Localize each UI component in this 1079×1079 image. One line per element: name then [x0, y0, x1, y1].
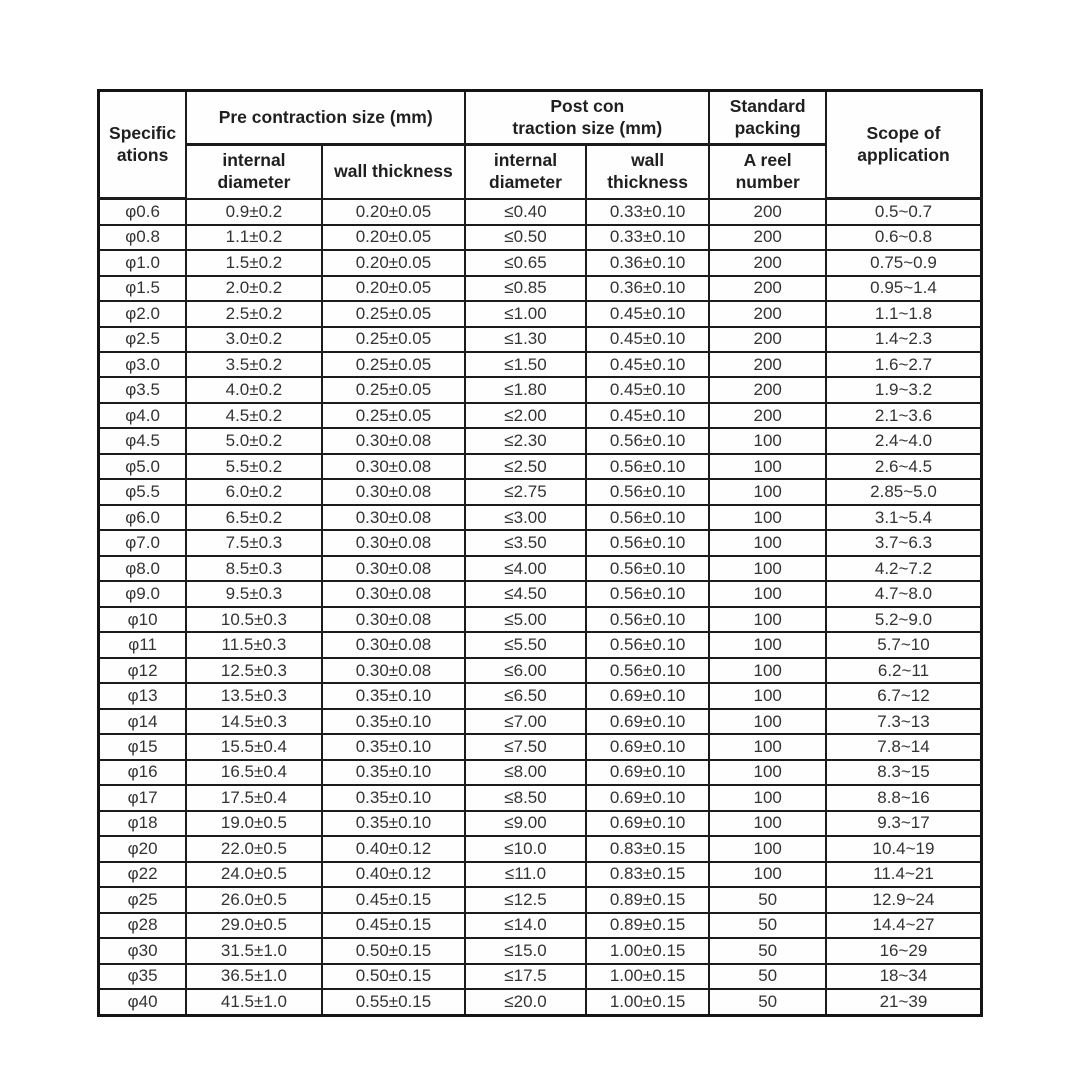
table-row: [99, 352, 982, 377]
header-post-wt-line1: wall: [631, 149, 665, 170]
cell-pre-wall-thickness: 0.30±0.08: [322, 581, 465, 606]
header-pre-contraction-label: Pre contraction size (mm): [218, 106, 433, 127]
cell-post-wall-thickness: 0.36±0.10: [586, 250, 710, 275]
cell-scope-of-application: 0.95~1.4: [826, 276, 982, 301]
cell-spec: φ6.0: [99, 505, 187, 530]
cell-spec: φ12: [99, 658, 187, 683]
cell-reel-number: 100: [709, 607, 826, 632]
cell-scope-of-application: 8.3~15: [826, 760, 982, 785]
cell-pre-wall-thickness: 0.30±0.08: [322, 632, 465, 657]
cell-scope-of-application: 1.6~2.7: [826, 352, 982, 377]
cell-post-internal-diameter: ≤6.50: [465, 683, 586, 708]
cell-post-internal-diameter: ≤1.50: [465, 352, 586, 377]
cell-reel-number: 100: [709, 862, 826, 887]
cell-post-internal-diameter: ≤8.00: [465, 760, 586, 785]
cell-post-internal-diameter: ≤12.5: [465, 887, 586, 912]
table-row: [99, 964, 982, 989]
cell-pre-wall-thickness: 0.30±0.08: [322, 658, 465, 683]
header-pre-id-line2: diameter: [217, 171, 291, 192]
table-row: [99, 301, 982, 326]
cell-scope-of-application: 18~34: [826, 964, 982, 989]
cell-scope-of-application: 2.85~5.0: [826, 479, 982, 504]
cell-spec: φ22: [99, 862, 187, 887]
table-row: [99, 199, 982, 225]
cell-scope-of-application: 5.2~9.0: [826, 607, 982, 632]
cell-pre-internal-diameter: 4.5±0.2: [186, 403, 322, 428]
cell-pre-internal-diameter: 2.5±0.2: [186, 301, 322, 326]
cell-post-internal-diameter: ≤5.50: [465, 632, 586, 657]
cell-scope-of-application: 1.1~1.8: [826, 301, 982, 326]
table-row: [99, 607, 982, 632]
cell-post-internal-diameter: ≤2.00: [465, 403, 586, 428]
cell-pre-internal-diameter: 22.0±0.5: [186, 836, 322, 861]
header-post-id-line1: internal: [493, 149, 558, 170]
cell-post-wall-thickness: 1.00±0.15: [586, 964, 710, 989]
cell-pre-internal-diameter: 19.0±0.5: [186, 811, 322, 836]
cell-scope-of-application: 6.7~12: [826, 683, 982, 708]
cell-post-internal-diameter: ≤8.50: [465, 785, 586, 810]
table-row: [99, 989, 982, 1015]
table-row: [99, 734, 982, 759]
cell-post-internal-diameter: ≤17.5: [465, 964, 586, 989]
cell-post-internal-diameter: ≤6.00: [465, 658, 586, 683]
cell-spec: φ4.5: [99, 428, 187, 453]
cell-post-wall-thickness: 0.83±0.15: [586, 836, 710, 861]
cell-spec: φ2.0: [99, 301, 187, 326]
cell-spec: φ9.0: [99, 581, 187, 606]
table-row: [99, 454, 982, 479]
cell-pre-internal-diameter: 17.5±0.4: [186, 785, 322, 810]
cell-scope-of-application: 2.4~4.0: [826, 428, 982, 453]
cell-reel-number: 200: [709, 403, 826, 428]
cell-post-internal-diameter: ≤4.00: [465, 556, 586, 581]
cell-pre-wall-thickness: 0.35±0.10: [322, 709, 465, 734]
cell-pre-internal-diameter: 36.5±1.0: [186, 964, 322, 989]
header-scope-line1: Scope of: [866, 122, 941, 143]
cell-post-wall-thickness: 0.56±0.10: [586, 454, 710, 479]
cell-spec: φ5.0: [99, 454, 187, 479]
cell-spec: φ1.0: [99, 250, 187, 275]
cell-spec: φ10: [99, 607, 187, 632]
cell-reel-number: 100: [709, 709, 826, 734]
cell-post-wall-thickness: 0.56±0.10: [586, 530, 710, 555]
cell-scope-of-application: 0.75~0.9: [826, 250, 982, 275]
cell-scope-of-application: 1.9~3.2: [826, 377, 982, 402]
table-row: [99, 658, 982, 683]
cell-pre-wall-thickness: 0.35±0.10: [322, 760, 465, 785]
cell-reel-number: 50: [709, 989, 826, 1015]
table-row: [99, 938, 982, 963]
cell-spec: φ40: [99, 989, 187, 1015]
header-standard-packing-line1: Standard: [729, 95, 806, 116]
cell-post-internal-diameter: ≤15.0: [465, 938, 586, 963]
cell-reel-number: 200: [709, 225, 826, 250]
table-row: [99, 862, 982, 887]
cell-pre-internal-diameter: 7.5±0.3: [186, 530, 322, 555]
cell-reel-number: 200: [709, 377, 826, 402]
cell-post-wall-thickness: 0.56±0.10: [586, 658, 710, 683]
cell-spec: φ14: [99, 709, 187, 734]
table-row: [99, 505, 982, 530]
cell-scope-of-application: 11.4~21: [826, 862, 982, 887]
cell-scope-of-application: 3.1~5.4: [826, 505, 982, 530]
cell-reel-number: 100: [709, 785, 826, 810]
header-pre-wt-label: wall thickness: [334, 160, 453, 181]
table-row: [99, 887, 982, 912]
cell-pre-wall-thickness: 0.20±0.05: [322, 276, 465, 301]
cell-post-internal-diameter: ≤0.40: [465, 199, 586, 225]
header-reel-line1: A reel: [743, 149, 792, 170]
cell-scope-of-application: 4.2~7.2: [826, 556, 982, 581]
header-pre-contraction-group: [186, 91, 465, 145]
header-post-wall-thickness: [586, 145, 710, 199]
cell-reel-number: 100: [709, 479, 826, 504]
cell-post-internal-diameter: ≤5.00: [465, 607, 586, 632]
table-body: [99, 199, 982, 1016]
cell-pre-wall-thickness: 0.25±0.05: [322, 352, 465, 377]
cell-pre-internal-diameter: 15.5±0.4: [186, 734, 322, 759]
cell-spec: φ13: [99, 683, 187, 708]
cell-pre-internal-diameter: 3.0±0.2: [186, 327, 322, 352]
cell-post-wall-thickness: 0.45±0.10: [586, 377, 710, 402]
cell-spec: φ20: [99, 836, 187, 861]
cell-post-internal-diameter: ≤0.50: [465, 225, 586, 250]
header-pre-internal-diameter: [186, 145, 322, 199]
cell-post-internal-diameter: ≤1.00: [465, 301, 586, 326]
cell-spec: φ30: [99, 938, 187, 963]
cell-post-wall-thickness: 0.56±0.10: [586, 556, 710, 581]
table-row: [99, 709, 982, 734]
cell-reel-number: 100: [709, 428, 826, 453]
cell-post-wall-thickness: 0.45±0.10: [586, 403, 710, 428]
cell-reel-number: 100: [709, 658, 826, 683]
cell-pre-wall-thickness: 0.30±0.08: [322, 428, 465, 453]
table-row: [99, 377, 982, 402]
cell-pre-internal-diameter: 31.5±1.0: [186, 938, 322, 963]
cell-post-wall-thickness: 0.36±0.10: [586, 276, 710, 301]
table-row: [99, 683, 982, 708]
cell-pre-internal-diameter: 5.5±0.2: [186, 454, 322, 479]
cell-pre-internal-diameter: 3.5±0.2: [186, 352, 322, 377]
cell-reel-number: 50: [709, 887, 826, 912]
cell-pre-internal-diameter: 29.0±0.5: [186, 913, 322, 938]
cell-spec: φ7.0: [99, 530, 187, 555]
cell-post-wall-thickness: 0.69±0.10: [586, 760, 710, 785]
cell-post-internal-diameter: ≤20.0: [465, 989, 586, 1015]
cell-post-wall-thickness: 0.69±0.10: [586, 785, 710, 810]
cell-scope-of-application: 14.4~27: [826, 913, 982, 938]
table-row: [99, 632, 982, 657]
cell-post-internal-diameter: ≤2.30: [465, 428, 586, 453]
cell-pre-wall-thickness: 0.50±0.15: [322, 964, 465, 989]
cell-reel-number: 100: [709, 505, 826, 530]
table-row: [99, 811, 982, 836]
cell-post-wall-thickness: 0.83±0.15: [586, 862, 710, 887]
cell-post-wall-thickness: 0.33±0.10: [586, 225, 710, 250]
cell-scope-of-application: 16~29: [826, 938, 982, 963]
cell-pre-wall-thickness: 0.55±0.15: [322, 989, 465, 1015]
cell-reel-number: 100: [709, 760, 826, 785]
cell-pre-wall-thickness: 0.40±0.12: [322, 836, 465, 861]
cell-spec: φ18: [99, 811, 187, 836]
table-row: [99, 403, 982, 428]
cell-reel-number: 100: [709, 581, 826, 606]
cell-post-wall-thickness: 0.33±0.10: [586, 199, 710, 225]
cell-spec: φ0.8: [99, 225, 187, 250]
table-row: [99, 530, 982, 555]
header-post-contraction-group: [465, 91, 709, 145]
cell-spec: φ3.0: [99, 352, 187, 377]
cell-spec: φ25: [99, 887, 187, 912]
cell-post-internal-diameter: ≤14.0: [465, 913, 586, 938]
cell-post-internal-diameter: ≤2.75: [465, 479, 586, 504]
cell-post-internal-diameter: ≤0.85: [465, 276, 586, 301]
cell-pre-wall-thickness: 0.35±0.10: [322, 734, 465, 759]
cell-pre-internal-diameter: 14.5±0.3: [186, 709, 322, 734]
cell-reel-number: 100: [709, 632, 826, 657]
cell-pre-internal-diameter: 16.5±0.4: [186, 760, 322, 785]
cell-post-internal-diameter: ≤3.00: [465, 505, 586, 530]
cell-pre-wall-thickness: 0.20±0.05: [322, 199, 465, 225]
cell-spec: φ3.5: [99, 377, 187, 402]
cell-reel-number: 200: [709, 250, 826, 275]
header-standard-packing-line2: packing: [734, 117, 801, 138]
table-row: [99, 276, 982, 301]
cell-post-internal-diameter: ≤7.50: [465, 734, 586, 759]
cell-reel-number: 100: [709, 454, 826, 479]
cell-post-wall-thickness: 0.56±0.10: [586, 632, 710, 657]
cell-spec: φ4.0: [99, 403, 187, 428]
cell-post-internal-diameter: ≤11.0: [465, 862, 586, 887]
cell-reel-number: 100: [709, 811, 826, 836]
cell-pre-internal-diameter: 8.5±0.3: [186, 556, 322, 581]
cell-post-wall-thickness: 1.00±0.15: [586, 938, 710, 963]
cell-scope-of-application: 9.3~17: [826, 811, 982, 836]
cell-post-wall-thickness: 0.89±0.15: [586, 913, 710, 938]
cell-post-internal-diameter: ≤1.80: [465, 377, 586, 402]
cell-scope-of-application: 1.4~2.3: [826, 327, 982, 352]
cell-pre-wall-thickness: 0.35±0.10: [322, 811, 465, 836]
cell-pre-wall-thickness: 0.30±0.08: [322, 505, 465, 530]
cell-pre-internal-diameter: 5.0±0.2: [186, 428, 322, 453]
table-row: [99, 785, 982, 810]
cell-post-wall-thickness: 0.69±0.10: [586, 709, 710, 734]
header-scope-of-application: [826, 91, 982, 199]
cell-post-wall-thickness: 0.45±0.10: [586, 352, 710, 377]
cell-pre-wall-thickness: 0.45±0.15: [322, 887, 465, 912]
cell-post-internal-diameter: ≤2.50: [465, 454, 586, 479]
cell-pre-internal-diameter: 11.5±0.3: [186, 632, 322, 657]
cell-pre-wall-thickness: 0.35±0.10: [322, 683, 465, 708]
cell-pre-wall-thickness: 0.30±0.08: [322, 556, 465, 581]
cell-scope-of-application: 7.8~14: [826, 734, 982, 759]
cell-scope-of-application: 6.2~11: [826, 658, 982, 683]
cell-scope-of-application: 0.5~0.7: [826, 199, 982, 225]
cell-spec: φ2.5: [99, 327, 187, 352]
cell-reel-number: 100: [709, 836, 826, 861]
cell-post-wall-thickness: 0.45±0.10: [586, 301, 710, 326]
cell-spec: φ8.0: [99, 556, 187, 581]
cell-reel-number: 100: [709, 556, 826, 581]
cell-pre-internal-diameter: 41.5±1.0: [186, 989, 322, 1015]
cell-pre-wall-thickness: 0.30±0.08: [322, 607, 465, 632]
cell-reel-number: 50: [709, 913, 826, 938]
cell-pre-internal-diameter: 9.5±0.3: [186, 581, 322, 606]
cell-pre-wall-thickness: 0.30±0.08: [322, 479, 465, 504]
cell-post-wall-thickness: 0.89±0.15: [586, 887, 710, 912]
cell-post-internal-diameter: ≤3.50: [465, 530, 586, 555]
cell-reel-number: 50: [709, 938, 826, 963]
cell-reel-number: 200: [709, 276, 826, 301]
header-specifications: [99, 91, 187, 199]
cell-spec: φ11: [99, 632, 187, 657]
cell-pre-wall-thickness: 0.25±0.05: [322, 327, 465, 352]
cell-post-wall-thickness: 0.56±0.10: [586, 581, 710, 606]
cell-reel-number: 100: [709, 683, 826, 708]
cell-spec: φ5.5: [99, 479, 187, 504]
header-post-internal-diameter: [465, 145, 586, 199]
cell-post-wall-thickness: 0.69±0.10: [586, 811, 710, 836]
cell-post-internal-diameter: ≤1.30: [465, 327, 586, 352]
cell-post-wall-thickness: 0.56±0.10: [586, 428, 710, 453]
header-reel-line2: number: [735, 171, 800, 192]
cell-post-internal-diameter: ≤0.65: [465, 250, 586, 275]
cell-pre-internal-diameter: 10.5±0.3: [186, 607, 322, 632]
cell-pre-wall-thickness: 0.25±0.05: [322, 377, 465, 402]
cell-scope-of-application: 3.7~6.3: [826, 530, 982, 555]
cell-post-internal-diameter: ≤4.50: [465, 581, 586, 606]
cell-pre-internal-diameter: 24.0±0.5: [186, 862, 322, 887]
cell-pre-internal-diameter: 6.0±0.2: [186, 479, 322, 504]
cell-post-wall-thickness: 1.00±0.15: [586, 989, 710, 1015]
cell-post-internal-diameter: ≤9.00: [465, 811, 586, 836]
cell-pre-internal-diameter: 13.5±0.3: [186, 683, 322, 708]
table-row: [99, 428, 982, 453]
cell-post-internal-diameter: ≤7.00: [465, 709, 586, 734]
header-specifications-line1: Specific: [109, 122, 177, 143]
cell-scope-of-application: 7.3~13: [826, 709, 982, 734]
table-row: [99, 760, 982, 785]
table-header: [99, 91, 982, 199]
cell-spec: φ1.5: [99, 276, 187, 301]
cell-scope-of-application: 21~39: [826, 989, 982, 1015]
table-row: [99, 581, 982, 606]
cell-reel-number: 200: [709, 327, 826, 352]
cell-pre-wall-thickness: 0.45±0.15: [322, 913, 465, 938]
cell-scope-of-application: 8.8~16: [826, 785, 982, 810]
table-row: [99, 225, 982, 250]
header-row-groups: [99, 91, 982, 145]
cell-pre-wall-thickness: 0.25±0.05: [322, 301, 465, 326]
cell-spec: φ17: [99, 785, 187, 810]
cell-spec: φ28: [99, 913, 187, 938]
cell-reel-number: 200: [709, 352, 826, 377]
cell-pre-wall-thickness: 0.35±0.10: [322, 785, 465, 810]
specification-table: [97, 89, 983, 1017]
cell-pre-internal-diameter: 4.0±0.2: [186, 377, 322, 402]
cell-post-wall-thickness: 0.45±0.10: [586, 327, 710, 352]
cell-reel-number: 50: [709, 964, 826, 989]
cell-pre-internal-diameter: 6.5±0.2: [186, 505, 322, 530]
cell-pre-wall-thickness: 0.50±0.15: [322, 938, 465, 963]
table-row: [99, 479, 982, 504]
cell-scope-of-application: 5.7~10: [826, 632, 982, 657]
cell-reel-number: 200: [709, 301, 826, 326]
cell-scope-of-application: 2.6~4.5: [826, 454, 982, 479]
header-pre-id-line1: internal: [222, 149, 286, 170]
table-row: [99, 836, 982, 861]
cell-scope-of-application: 0.6~0.8: [826, 225, 982, 250]
header-post-contraction-line1: Post con: [550, 95, 625, 116]
cell-scope-of-application: 12.9~24: [826, 887, 982, 912]
cell-pre-wall-thickness: 0.30±0.08: [322, 530, 465, 555]
cell-scope-of-application: 10.4~19: [826, 836, 982, 861]
header-scope-line2: application: [857, 144, 950, 165]
cell-post-wall-thickness: 0.69±0.10: [586, 683, 710, 708]
cell-pre-internal-diameter: 26.0±0.5: [186, 887, 322, 912]
header-reel-number: [709, 145, 826, 199]
cell-post-wall-thickness: 0.69±0.10: [586, 734, 710, 759]
cell-spec: φ0.6: [99, 199, 187, 225]
header-post-wt-line2: thickness: [607, 171, 688, 192]
cell-spec: φ35: [99, 964, 187, 989]
cell-post-wall-thickness: 0.56±0.10: [586, 479, 710, 504]
cell-post-internal-diameter: ≤10.0: [465, 836, 586, 861]
cell-reel-number: 100: [709, 734, 826, 759]
header-post-contraction-line2: traction size (mm): [512, 117, 663, 138]
cell-reel-number: 100: [709, 530, 826, 555]
cell-pre-wall-thickness: 0.30±0.08: [322, 454, 465, 479]
cell-post-wall-thickness: 0.56±0.10: [586, 607, 710, 632]
header-post-id-line2: diameter: [489, 171, 562, 192]
cell-pre-internal-diameter: 1.5±0.2: [186, 250, 322, 275]
table-row: [99, 327, 982, 352]
cell-pre-internal-diameter: 0.9±0.2: [186, 199, 322, 225]
header-pre-wall-thickness: [322, 145, 465, 199]
cell-scope-of-application: 4.7~8.0: [826, 581, 982, 606]
cell-spec: φ15: [99, 734, 187, 759]
cell-scope-of-application: 2.1~3.6: [826, 403, 982, 428]
cell-spec: φ16: [99, 760, 187, 785]
header-specifications-line2: ations: [116, 144, 169, 165]
cell-pre-internal-diameter: 12.5±0.3: [186, 658, 322, 683]
cell-pre-wall-thickness: 0.25±0.05: [322, 403, 465, 428]
cell-pre-internal-diameter: 2.0±0.2: [186, 276, 322, 301]
table-row: [99, 250, 982, 275]
header-standard-packing: [709, 91, 826, 145]
cell-pre-wall-thickness: 0.40±0.12: [322, 862, 465, 887]
cell-pre-wall-thickness: 0.20±0.05: [322, 225, 465, 250]
cell-pre-wall-thickness: 0.20±0.05: [322, 250, 465, 275]
table-row: [99, 913, 982, 938]
cell-pre-internal-diameter: 1.1±0.2: [186, 225, 322, 250]
cell-reel-number: 200: [709, 199, 826, 225]
cell-post-wall-thickness: 0.56±0.10: [586, 505, 710, 530]
table-row: [99, 556, 982, 581]
